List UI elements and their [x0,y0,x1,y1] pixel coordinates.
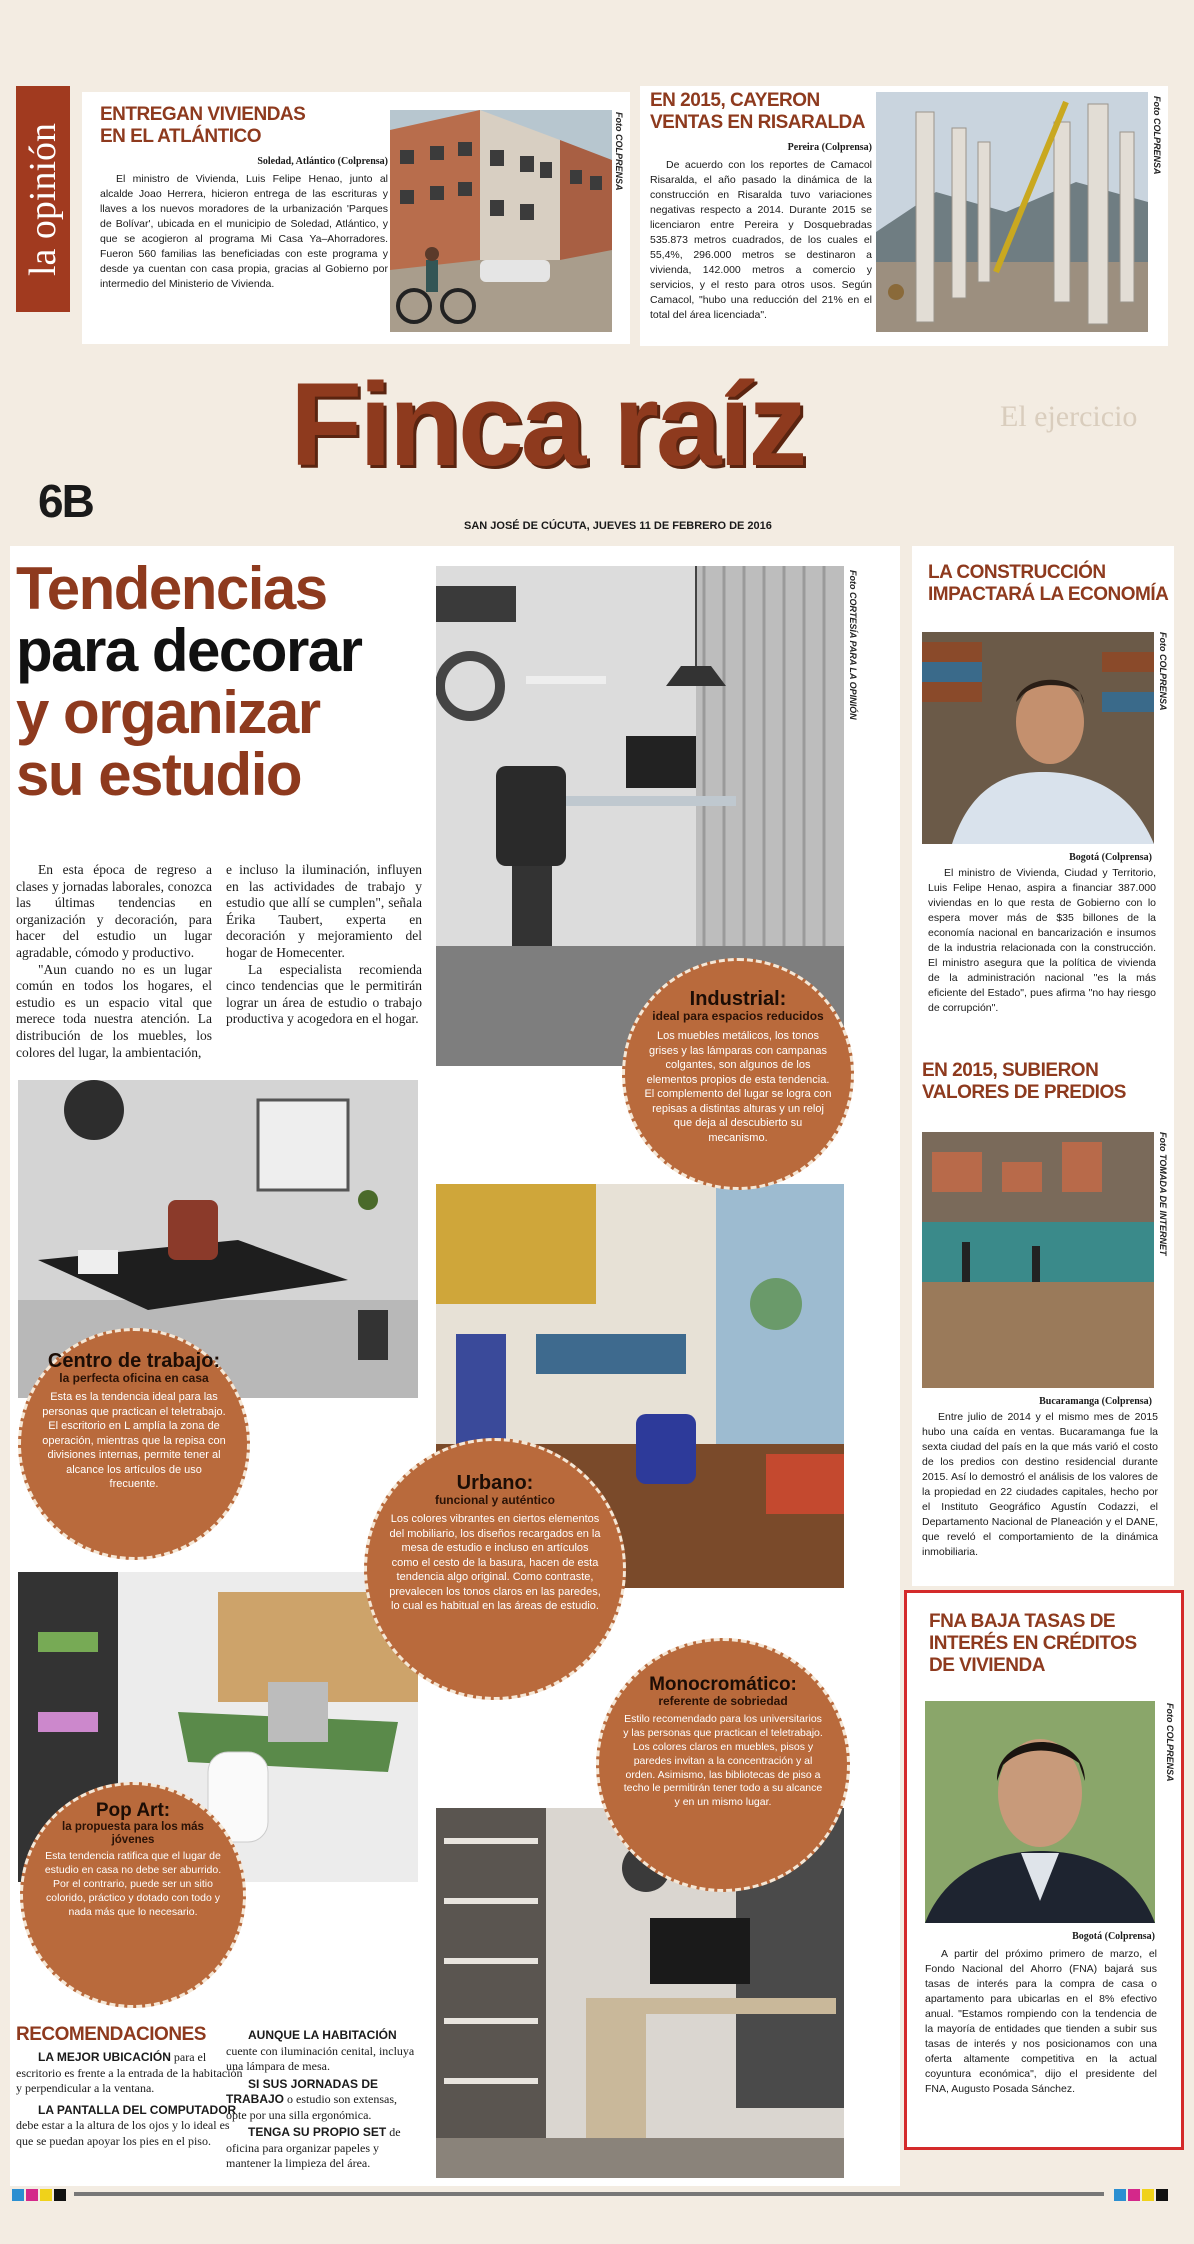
rec-lead: TENGA SU PROPIO SET [248,2125,387,2139]
intro-paragraph: En esta época de regreso a clases y jornadas laborales, conozca las últimas tendencias en organización y decoración, para hacer del estudio un lugar agradable, cómodo y productivo. [16,862,212,960]
trend-subtitle: referente de sobriedad [658,1693,788,1708]
color-registration-bar [12,2188,68,2206]
story-body: De acuerdo con los reportes de Camacol Risaralda, el año pasado la dinámica de la construcción en Risaralda tuvo variaciones negativas respecto a 2014. Durante 2015 se licenciaron entre Pereira y Dosquebradas 535.873 metros cuadrados, de los cuales el 55,4%, 296.000 metros se destinaron a vivienda, 142.000 metros a comercio y servicios, y el resto para otros usos. Según Camacol, "hubo una reducción del 21% en el total del área licenciada". [650,159,872,321]
trend-body: Esta tendencia ratifica que el lugar de estudio en casa no debe ser aburrido. Por el contrario, puede ser un sitio colorido, práctico y dotado con todo y nada más que lo necesario. [44,1850,222,1918]
byline: Bucaramanga (Colprensa) [1039,1396,1152,1407]
trend-popart [20,1782,246,2008]
story-title: EN EL ATLÁNTICO [100,126,262,147]
byline: Bogotá (Colprensa) [1072,1931,1155,1942]
photo-credit: Foto COLPRENSA [614,112,624,191]
sidebar-story-predios [912,1046,1174,1586]
construction-photo [876,92,1148,332]
main-headline: Tendencias [16,555,327,622]
minister-photo [922,632,1154,844]
logo-text: la opinión [22,122,64,276]
story-body: El ministro de Vivienda, Luis Felipe Henao, junto al alcalde Joao Herrera, hicieron entrega de las escrituras y llaves a los nuevos moradores de la urbanización 'Parques de Bolívar', ubicada en el municipio de Soledad, Atlántico, y que se acogieron al programa Mi Casa Ya–Ahorradores. Fueron 560 familias las beneficiadas con este programa y desde ya cuentan con casa propia, gracias al Gobierno por intermedio del Ministerio de Vivienda. [100,173,388,290]
photo-credit: Foto COLPRENSA [1165,1703,1175,1782]
trend-centro [18,1328,250,1560]
story-title: FNA BAJA TASAS DE [929,1611,1116,1632]
trend-industrial [622,958,854,1190]
housing-photo [390,110,612,332]
sidebar-story-fna [904,1590,1184,2150]
rec-lead: SI SUS JORNADAS DE TRABAJO [226,2076,379,2106]
rec-text: o estudio son extensas, opte por una silla ergonómica. [226,2092,398,2122]
trend-body: Estilo recomendado para los universitarios y las personas que practican el teletrabajo. Los colores claros en muebles, pisos y paredes invitan a la concentración y al orden. Asimismo, las bibliotecas de piso a techo le permitirán tener todo a su alcance y en un mismo lugar. [623,1713,823,1809]
rec-text: debe estar a la altura de los ojos y lo ideal es que se puedan apoyar los pies en el piso. [16,2118,230,2148]
rec-lead: LA MEJOR UBICACIÓN [38,2050,171,2064]
intro-paragraph: La especialista recomienda cinco tendencias que le permitirán lograr un área de estudio o trabajo productiva y acogedora en el hogar. [226,961,422,1027]
story-title: EN 2015, SUBIERON [922,1060,1099,1081]
story-title: DE VIVIENDA [929,1655,1045,1676]
story-title: INTERÉS EN CRÉDITOS [929,1633,1137,1654]
photo-credit: Foto TOMADA DE INTERNET [1158,1132,1168,1256]
story-body: A partir del próximo primero de marzo, el Fondo Nacional del Ahorro (FNA) bajará sus tasas de interés para la compra de casa o apartamento para ubicarlas en el 8% efectivo anual. "Estamos rompiendo con la tendencia de la mayoría de entidades que tienden a subir sus tasas de interés y nos posicionamos con una oferta altamente competitiva en la actual coyuntura económica", dijo el presidente del FNA, Augusto Posada Sánchez. [925,1948,1157,2095]
story-top-left [82,92,630,344]
construction-site-photo [922,1132,1154,1388]
trend-subtitle: la perfecta oficina en casa [59,1371,209,1385]
trend-subtitle: ideal para espacios reducidos [652,1009,824,1023]
fna-president-photo [925,1701,1155,1923]
color-registration-bar [1114,2188,1170,2206]
trend-subtitle: la propuesta para los más jóvenes [62,1820,204,1846]
trend-title: Urbano: [456,1472,534,1494]
dateline: SAN JOSÉ DE CÚCUTA, JUEVES 11 DE FEBRERO DE 2016 [464,520,772,532]
rec-text: cuente con iluminación cenital, incluya una lámpara de mesa. [226,2043,415,2073]
byline: Bogotá (Colprensa) [1069,852,1152,863]
story-top-right [640,86,1168,346]
page-number: 6B [38,475,93,527]
trend-body: Esta es la tendencia ideal para las personas que practican el teletrabajo. El escritorio en L amplía la zona de operación, mientras que la repisa con divisiones internas, permite tener al alcance los artículos de uso frecuente. [42,1391,226,1491]
photo-credit: Foto COLPRENSA [1152,96,1162,175]
story-body: Entre julio de 2014 y el mismo mes de 2015 hubo una caída en ventas. Bucaramanga fue la sexta ciudad del país en la que más varió el costo de los predios con destino residencial durante 2015. Así lo demostró el análisis de los valores de la propiedad en 22 ciudades capitales, hecho por el Instituto Geográfico Agustín Codazzi, el Departamento Nacional de Planeación y el DANE, que reveló el comportamiento de la dinámica inmobiliaria. [922,1411,1158,1558]
story-title: VENTAS EN RISARALDA [650,112,865,133]
byline: Pereira (Colprensa) [787,142,872,153]
photo-credit: Foto COLPRENSA [1158,632,1168,711]
recommendations-title: RECOMENDACIONES [16,2024,206,2045]
trend-title: Monocromático: [649,1674,797,1695]
trend-title: Industrial: [689,988,787,1010]
trend-body: Los muebles metálicos, los tonos grises y las lámparas con campanas colgantes, son algunos de los elementos propios de esta tendencia. El complemento del lugar se logra con repisas a distintas alturas y un reloj que deja al descubierto su mecanismo. [644,1030,832,1144]
section-title: Finca raíz [290,359,805,491]
main-headline: y organizar [16,679,320,746]
story-title: IMPACTARÁ LA ECONOMÍA [928,584,1169,605]
trend-urbano [364,1438,626,1700]
byline: Soledad, Atlántico (Colprensa) [257,156,388,167]
footer-rule [74,2192,1104,2196]
trend-title: Centro de trabajo: [47,1350,221,1372]
rec-text: de oficina para organizar papeles y mantener la limpieza del área. [226,2125,401,2170]
rec-lead: AUNQUE LA HABITACIÓN [248,2028,397,2042]
trend-body: Los colores vibrantes en ciertos elementos del mobiliario, los diseños recargados en la mesa de estudio e incluso en artículos como el cesto de la basura, hacen de esta tendencia algo original. Como contraste, prevalecen los tonos claros en las paredes, lo cual es habitual en las áreas de estudio. [389,1513,601,1613]
rec-lead: LA PANTALLA DEL COMPUTADOR [38,2102,237,2117]
photo-credit: Foto CORTESÍA PARA LA OPINIÓN [848,570,858,720]
rec-text: para el escritorio es frente a la entrada de la habitación y perpendicular a la ventana. [16,2050,243,2095]
story-body: El ministro de Vivienda, Ciudad y Territorio, Luis Felipe Henao, aspira a financiar 387.000 viviendas en lo que resta de Gobierno con lo espera mover más de $35 billones de la economía nacional en bancarización e insumos de la industria relacionada con la construcción. El ministro asegura que la política de vivienda de la administración nacional "es la más eficiente del Estado", pues afirma "no hay riesgo de corrupción". [928,867,1156,1014]
sidebar-story-construction [912,546,1174,1046]
main-headline: para decorar [16,617,362,684]
intro-paragraph: e incluso la iluminación, influyen en las actividades de trabajo y estudio que allí se cumplen", señala Érika Taubert, experta en decoración y mejoramiento del hogar de Homecenter. [226,862,422,960]
main-headline: su estudio [16,741,302,808]
newspaper-logo [16,86,70,312]
trend-subtitle: funcional y auténtico [434,1493,555,1507]
trend-title: Pop Art: [95,1800,171,1821]
story-title: LA CONSTRUCCIÓN [928,562,1106,583]
watermark-text: El ejercicio [1000,400,1138,433]
story-title: VALORES DE PREDIOS [922,1082,1126,1103]
trend-monocromatico [596,1638,850,1892]
story-title: ENTREGAN VIVIENDAS [100,104,306,125]
story-title: EN 2015, CAYERON [650,90,820,111]
intro-paragraph: "Aun cuando no es un lugar común en todos los hogares, el estudio es un espacio vital que merece toda nuestra atención. La distribución de los muebles, los colores del lugar, la ambientación, [16,961,212,1060]
